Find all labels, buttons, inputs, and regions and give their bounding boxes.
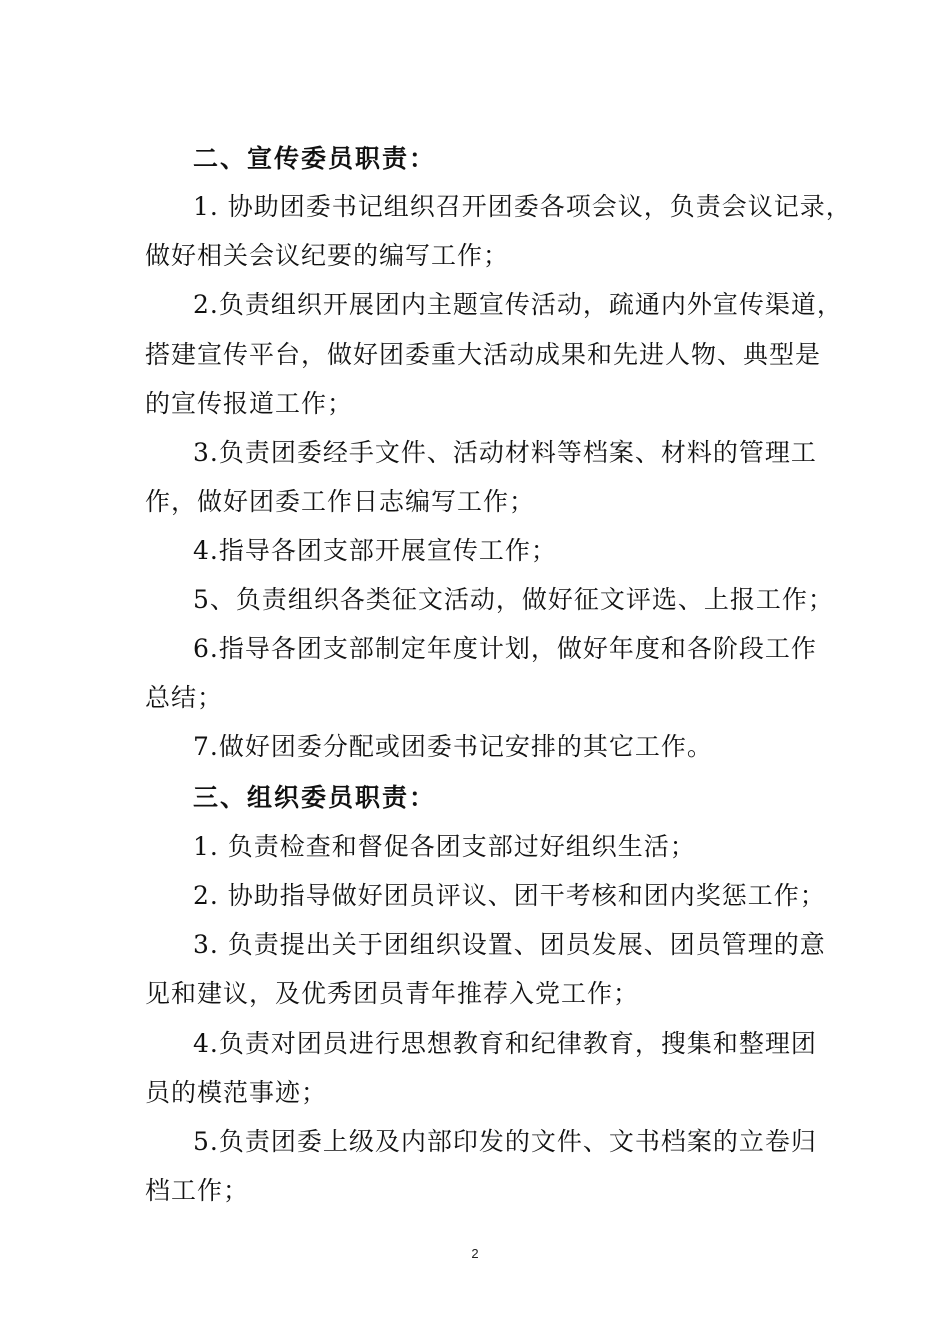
paragraph-line: 5.负责团委上级及内部印发的文件、文书档案的立卷归: [193, 1127, 817, 1156]
paragraph-line: 2. 协助指导做好团员评议、团干考核和团内奖惩工作；: [193, 881, 826, 910]
paragraph-line: 6.指导各团支部制定年度计划，做好年度和各阶段工作: [193, 634, 817, 663]
paragraph-line: 5、负责组织各类征文活动，做好征文评选、上报工作；: [193, 585, 834, 614]
paragraph-line: 员的模范事迹；: [145, 1078, 328, 1107]
paragraph-line: 1. 协助团委书记组织召开团委各项会议，负责会议记录，: [193, 192, 852, 221]
paragraph-line: 档工作；: [145, 1176, 250, 1205]
section-heading-organization: 三、组织委员职责：: [193, 783, 437, 812]
paragraph-line: 2.负责组织开展团内主题宣传活动，疏通内外宣传渠道，: [193, 290, 843, 319]
paragraph-line: 见和建议，及优秀团员青年推荐入党工作；: [145, 979, 640, 1008]
paragraph-line: 3. 负责提出关于团组织设置、团员发展、团员管理的意: [193, 930, 826, 959]
paragraph-line: 1. 负责检查和督促各团支部过好组织生活；: [193, 832, 696, 861]
paragraph-line: 7.做好团委分配或团委书记安排的其它工作。: [193, 732, 713, 761]
paragraph-line: 的宣传报道工作；: [145, 389, 354, 418]
paragraph-line: 做好相关会议纪要的编写工作；: [145, 241, 510, 270]
paragraph-line: 作，做好团委工作日志编写工作；: [145, 487, 536, 516]
paragraph-line: 4.指导各团支部开展宣传工作；: [193, 536, 557, 565]
paragraph-line: 搭建宣传平台，做好团委重大活动成果和先进人物、典型是: [145, 340, 822, 369]
section-heading-publicity: 二、宣传委员职责：: [193, 144, 437, 173]
paragraph-line: 3.负责团委经手文件、活动材料等档案、材料的管理工: [193, 438, 817, 467]
paragraph-line: 总结；: [145, 683, 224, 712]
page-number: 2: [471, 1246, 479, 1261]
paragraph-line: 4.负责对团员进行思想教育和纪律教育，搜集和整理团: [193, 1029, 817, 1058]
